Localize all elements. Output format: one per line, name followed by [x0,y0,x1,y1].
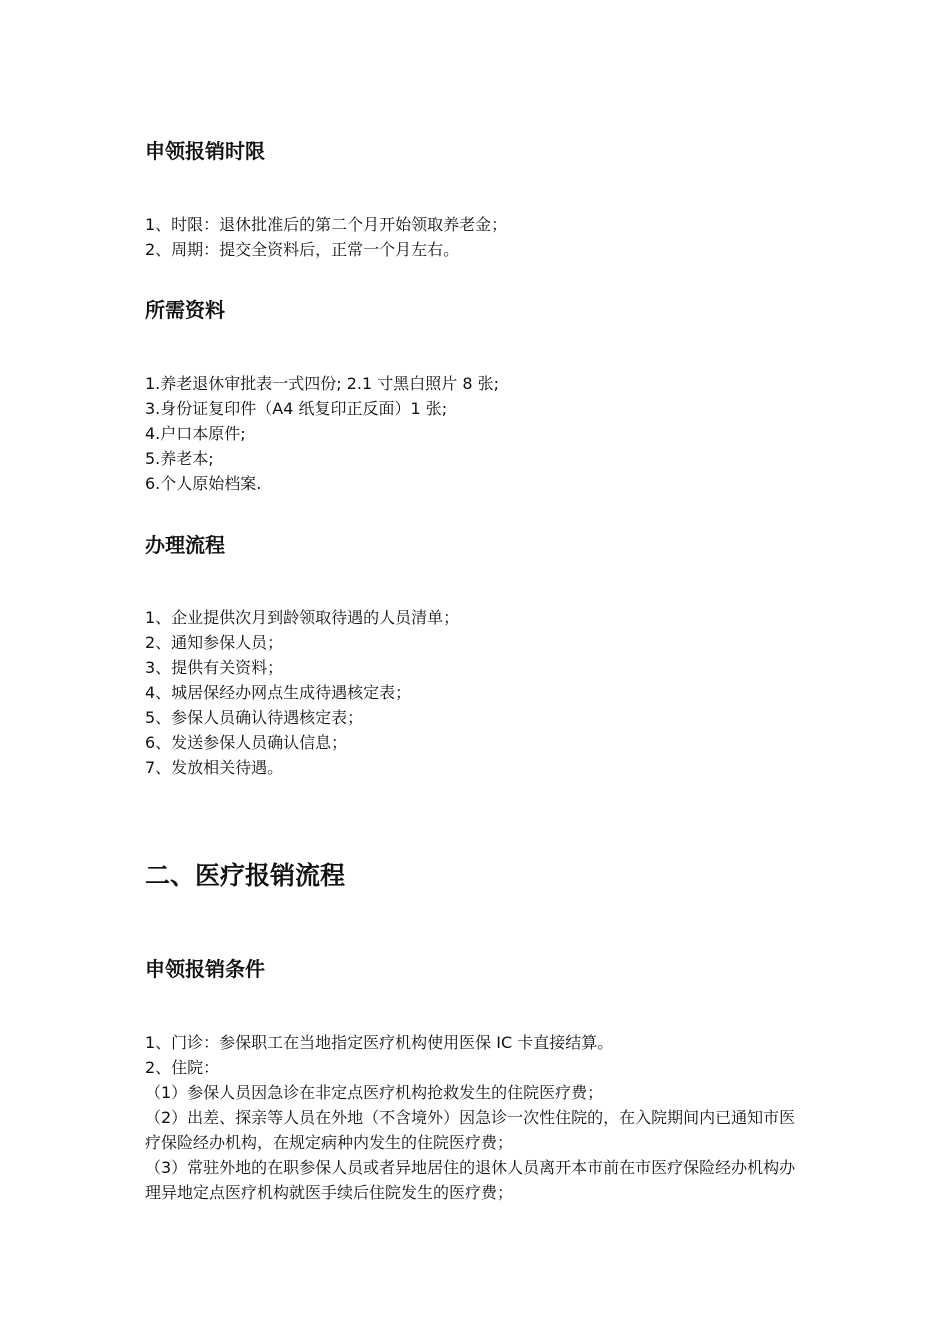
list-item: 4.户口本原件; [145,424,246,443]
list-item: （2）出差、探亲等人员在外地（不含境外）因急诊一次性住院的，在入院期间内已通知市医疗保险经办机构，在规定病种内发生的住院医疗费； [145,1108,796,1152]
list-item: 4、城居保经办网点生成待遇核定表； [145,683,412,702]
list-item: 2、通知参保人员； [145,633,284,652]
list-item: 1、企业提供次月到龄领取待遇的人员清单； [145,608,460,627]
list-item: （1）参保人员因急诊在非定点医疗机构抢救发生的住院医疗费； [145,1083,604,1102]
list-item: 2、周期：提交全资料后，正常一个月左右。 [145,240,460,259]
list-item: 1、时限：退休批准后的第二个月开始领取养老金； [145,215,508,234]
list-item: （3）常驻外地的在职参保人员或者异地居住的退休人员离开本市前在市医疗保险经办机构办理异地定点医疗机构就医手续后住院发生的医疗费； [145,1158,796,1202]
required-materials-list [145,371,810,496]
heading-required-materials: 所需资料 [145,298,225,322]
list-item: 7、发放相关待遇。 [145,758,284,777]
list-item: 1.养老退休审批表一式四份; 2.1 寸黑白照片 8 张; [145,374,500,393]
heading-claim-time-limit: 申领报销时限 [145,139,265,163]
list-item: 3、提供有关资料； [145,658,284,677]
list-item: 6.个人原始档案. [145,474,262,493]
heading-process: 办理流程 [145,533,225,557]
claim-time-limit-list [145,212,810,262]
list-item: 5、参保人员确认待遇核定表； [145,708,364,727]
process-list [145,605,810,780]
list-item: 3.身份证复印件（A4 纸复印正反面）1 张; [145,399,448,418]
heading-medical-reimbursement: 二、医疗报销流程 [145,861,346,890]
list-item: 2、住院： [145,1058,220,1077]
claim-conditions-list [145,1030,810,1205]
list-item: 6、发送参保人员确认信息； [145,733,348,752]
list-item: 5.养老本; [145,449,214,468]
heading-claim-conditions: 申领报销条件 [145,957,265,981]
list-item: 1、门诊：参保职工在当地指定医疗机构使用医保 IC 卡直接结算。 [145,1033,614,1052]
